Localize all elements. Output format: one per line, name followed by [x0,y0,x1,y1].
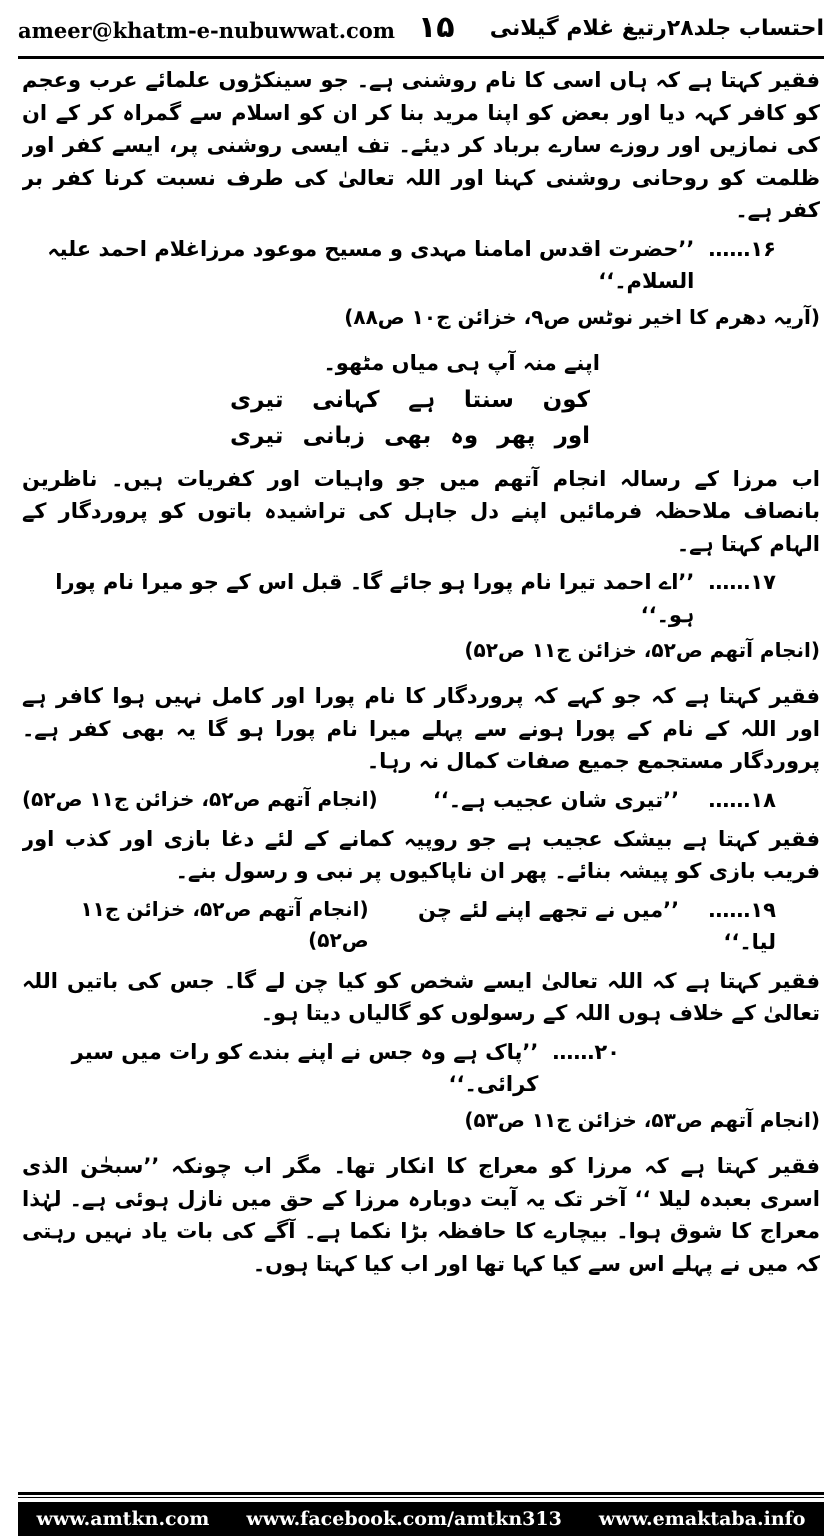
verse-word: سنتا [463,387,514,414]
quote-17-text: ’’اے احمد تیرا نام پورا ہو جائے گا۔ قبل اس کے جو میرا نام پورا ہو۔‘‘ [55,570,695,627]
verse-word: کون [542,387,590,414]
quote-17 [22,566,820,631]
verse-word: تیری [230,387,284,414]
verse-word: وہ [450,423,479,450]
quote-19 [369,894,776,959]
verse-word: بھی [384,423,432,450]
page-body [22,64,820,1460]
verse-line-2 [230,419,590,455]
quote-19-number: ۱۹…… [708,897,776,922]
quote-19-row [22,894,820,959]
quote-18-text: ’’تیری شان عجیب ہے۔‘‘ [432,788,680,813]
paragraph-6: فقیر کہتا ہے کہ مرزا کو معراج کا انکار تھا۔ مگر اب چونکہ ’’سبحٰن الذی اسری بعبدہ لیلا ‘‘ آخر تک یہ آیت دوبارہ مرزا کے حق میں نازل ہوئی ہے۔ لہٰذا معراج کا شوق ہوا۔ بیچارے کا حافظہ بڑا نکما ہے۔ آگے کی بات یاد نہیں رہتی کہ میں نے پہلے اس سے کیا کہا تھا اور اب کیا کہتا ہوں۔ [22,1153,820,1276]
verse-word: زبانی [302,423,365,450]
verse-line-1 [230,383,590,419]
running-title: احتساب جلد۲۸رتیغ غلام گیلانی [489,16,824,41]
header-email: ameer@khatm-e-nubuwwat.com [18,18,396,43]
paragraph-2: اب مرزا کے رسالہ انجام آتھم میں جو واہیات اور کفریات ہیں۔ ناظرین بانصاف ملاحظہ فرمائیں اپنے دل جاہل کی تراشیدہ باتوں کو پروردگار کے الہام کہتا ہے۔ [22,466,820,556]
verse-word: پھر [497,423,536,450]
page-footer [18,1502,824,1536]
paragraph-1: فقیر کہتا ہے کہ ہاں اسی کا نام روشنی ہے۔ جو سینکڑوں علمائے عرب وعجم کو کافر کہہ دیا اور بعض کو اپنا مرید بنا کر ان کو اسلام سے گمراہ کر کے ان کی نمازیں اور روزے سارے برباد کر دیئے۔ تف ایسی روشنی پر، ایسے کفر اور ظلمت کو روحانی روشنی کہنا اور اللہ تعالیٰ کی طرف نسبت کرنا کفر بر کفر ہے۔ [22,68,820,223]
paragraph-5: فقیر کہتا ہے کہ اللہ تعالیٰ ایسے شخص کو کیا چن لے گا۔ جس کی باتیں اللہ تعالیٰ کے خلاف ہوں اللہ کے رسولوں کو گالیاں دیتا ہو۔ [22,968,820,1026]
paragraph-3: فقیر کہتا ہے کہ جو کہے کہ پروردگار کا نام پورا اور کامل نہیں ہوا کافر ہے اور اللہ کے نام کے پورا ہونے سے پہلے میرا نام پورا ہو گا یہ بھی کفر ہے۔ پروردگار مستجمع جمیع صفات کمال نہ رہا۔ [22,684,820,774]
footer-link-emaktaba[interactable]: www.emaktaba.info [598,1508,806,1530]
quote-20-number: ۲۰…… [552,1039,620,1064]
quote-18 [433,784,776,817]
quote-16-number: ۱۶…… [708,236,776,261]
reference-19: (انجام آتھم ص۵۲، خزائن ج۱۱ ص۵۲) [80,896,369,952]
verse-word: کہانی [312,387,380,414]
footer-link-amtkn[interactable]: www.amtkn.com [36,1508,210,1530]
footer-rule [18,1492,824,1495]
header-rule [18,56,824,59]
poem-intro: اپنے منہ آپ ہی میاں مٹھو۔ [323,350,600,375]
reference-16: (آریہ دھرم کا اخیر نوٹس ص۹، خزائن ج۱۰ ص۸۸) [344,304,820,329]
page-number: ۱۵ [418,10,455,45]
quote-16-text: ’’حضرت اقدس امامنا مہدی و مسیح موعود مرزاغلام احمد علیہ السلام۔‘‘ [47,236,695,294]
reference-17: (انجام آتھم ص۵۲، خزائن ج۱۱ ص۵۲) [464,638,820,663]
quote-20 [22,1036,820,1101]
quote-18-row [22,784,820,817]
footer-rule-thin [18,1497,824,1498]
reference-20: (انجام آتھم ص۵۳، خزائن ج۱۱ ص۵۳) [464,1107,820,1132]
quote-17-number: ۱۷…… [708,570,776,595]
quote-18-number: ۱۸…… [708,788,776,813]
paragraph-4: فقیر کہتا ہے بیشک عجیب ہے جو روپیہ کمانے کے لئے دغا بازی اور کذب اور فریب بازی کو پیشہ بنائے۔ پھر ان ناپاکیوں پر نبی و رسول بنے۔ [22,826,820,884]
quote-16 [22,233,820,298]
verse-word: تیری [230,423,284,450]
page-header [18,10,824,54]
verse-word: ہے [408,387,436,414]
verse-word: اور [554,423,590,450]
footer-link-facebook[interactable]: www.facebook.com/amtkn313 [246,1508,562,1530]
quote-19-text: ’’میں نے تجھے اپنے لئے چن لیا۔‘‘ [417,897,776,955]
reference-18: (انجام آتھم ص۵۲، خزائن ج۱۱ ص۵۲) [22,787,378,812]
quote-20-text: ’’پاک ہے وہ جس نے اپنے بندے کو رات میں سیر کرائی۔‘‘ [71,1039,539,1097]
